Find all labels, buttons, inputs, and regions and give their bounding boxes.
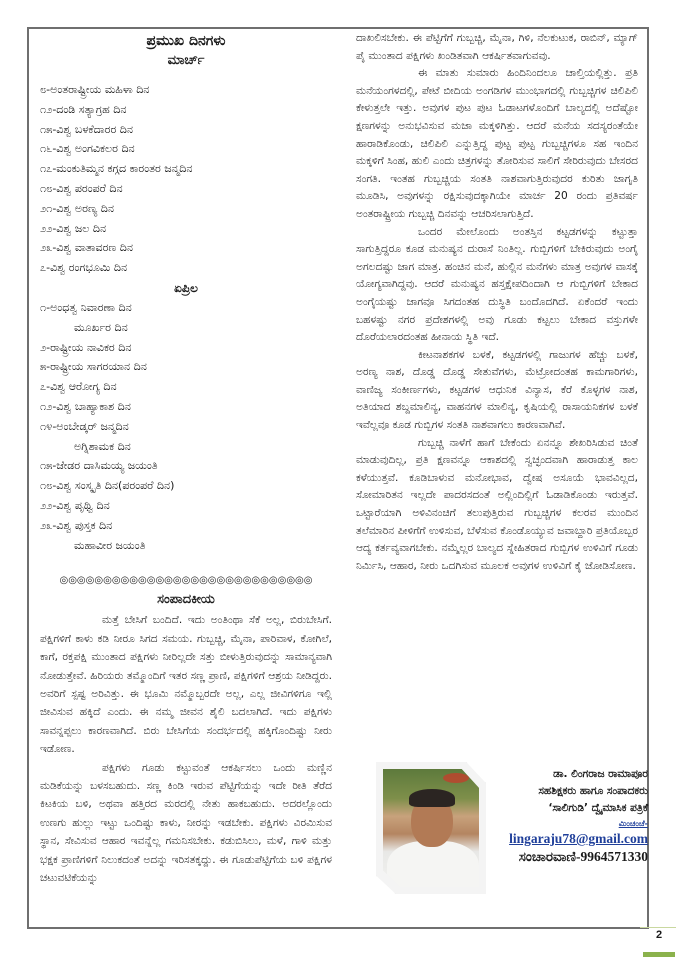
author-name: ಡಾ. ಲಿಂಗರಾಜ ರಾಮಾಪೂರ bbox=[553, 768, 648, 780]
editorial-paragraph: ಮತ್ತೆ ಬೇಸಿಗೆ ಬಂದಿದೆ. ಇದು ಅಂತಿಂಥಾ ಸೆಕೆ ಅಲ್ಲ, ಬಿರುಬೇಸಿಗೆ. ಪಕ್ಷಿಗಳಿಗೆ ಕಾಳು ಕಡಿ ನೀರೂ ಸಿಗದ ಸಮಯ. ಗುಬ್ಬಚ್ಚಿ, ಮೈನಾ, ಪಾರಿವಾಳ, ಕೋಗಿಲೆ, ಕಾಗೆ, ರಕ್ತಪಕ್ಷಿ ಮುಂತಾದ ಪಕ್ಷಿಗಳು ನೀರಿಲ್ಲದೇ ಸತ್ತು ಬೀಳುತ್ತಿರುವುದನ್ನು ಸಾಮಾನ್ಯವಾಗಿ ನೋಡುತ್ತೇವೆ. ಹಿರಿಯರು ತಮ್ಮೊಂದಿಗೆ ಇತರ ಸಣ್ಣ ಪ್ರಾಣಿ, ಪಕ್ಷಿಗಳಿಗೆ ಆಶ್ರಯ ನೀಡಿದ್ದರು. ಅವರಿಗೆ ಸ್ಪಷ್ಟ ಅರಿವಿತ್ತು. ಈ ಭೂಮಿ ನಮ್ಮೊಬ್ಬರದೇ ಅಲ್ಲ, ಎಲ್ಲ ಜೀವಿಗಳಿಗೂ ಇಲ್ಲಿ ಜೀವಿಸುವ ಹಕ್ಕಿದೆ ಎಂದು. ಈ ನಮ್ಮ ಜೀವನ ಶೈಲಿ ಬದಲಾಗಿದೆ. ಇದು ಪಕ್ಷಿಗಳು ಸಾವನ್ನಪ್ಪಲು ಕಾರಣವಾಗಿದೆ. ಬಿರು ಬೇಸಿಗೆಯ ಸಂದರ್ಭದಲ್ಲಿ ಹಕ್ಕಿಗೊಂದಿಷ್ಟು ನೀರು ಇಡೋಣ. bbox=[40, 614, 332, 756]
phone-label: ಸಂಚಾರವಾಣಿ bbox=[518, 849, 576, 865]
important-day-item: ೨೩-ವಿಶ್ವ ಪುಸ್ತಕ ದಿನ bbox=[40, 518, 113, 532]
author-photo bbox=[383, 769, 479, 887]
important-day-item: ೧೨-ದಂಡಿ ಸತ್ಯಾಗ್ರಹ ದಿನ bbox=[40, 102, 127, 116]
photo-background-flowers bbox=[443, 773, 469, 783]
article-paragraph: ಕೀಟನಾಶಕಗಳ ಬಳಕೆ, ಕಟ್ಟಡಗಳಲ್ಲಿ ಗಾಜುಗಳ ಹೆಚ್ಚು ಬಳಕೆ, ಅರಣ್ಯ ನಾಶ, ದೊಡ್ಡ ದೊಡ್ಡ ಸೇತುವೆಗಳು, ಮೆಟ್ರೋದಂತಹ ಕಾಮಗಾರಿಗಳು, ವಾಣಿಜ್ಯ ಸಂಕೀರ್ಣಗಳು, ಕಟ್ಟಡಗಳ ಆಧುನಿಕ ವಿನ್ಯಾಸ, ಕೆರೆ ಕೊಳ್ಳಗಳ ನಾಶ, ಅತಿಯಾದ ಶಬ್ದಮಾಲಿನ್ಯ, ವಾಹನಗಳ ಮಾಲಿನ್ಯ, ಕೃಷಿಯಲ್ಲಿ ರಾಸಾಯನಿಕಗಳ ಬಳಕೆ ಇವೆಲ್ಲವೂ ಕೂಡ ಗುಬ್ಬಿಗಳ ಸಂತತಿ ನಾಶವಾಗಲು ಕಾರಣವಾಗಿವೆ. bbox=[356, 348, 638, 432]
important-days-title: ಪ್ರಮುಖ ದಿನಗಳು bbox=[146, 33, 226, 49]
important-day-item: ೭-ವಿಶ್ವ ರಂಗಭೂಮಿ ದಿನ bbox=[40, 261, 128, 275]
phone-number: -9964571330 bbox=[576, 849, 648, 864]
page-number-divider bbox=[640, 927, 676, 928]
important-day-item: ೭-ವಿಶ್ವ ಆರೋಗ್ಯ ದಿನ bbox=[40, 380, 117, 394]
author-details bbox=[498, 766, 648, 866]
important-day-item: ೧೮-ವಿಶ್ವ ಪರಂಪರೆ ದಿನ bbox=[40, 181, 123, 195]
email-label: ಮಿಂಚಂಚೆ- bbox=[618, 819, 648, 828]
page-number: 2 bbox=[655, 929, 663, 941]
important-day-item: ೧೮-ವಿಶ್ವ ಸಂಸ್ಕೃತಿ ದಿನ(ಪರಂಪರೆ ದಿನ) bbox=[40, 479, 175, 493]
march-days-list bbox=[40, 80, 332, 278]
photo-shirt bbox=[387, 841, 479, 887]
april-days-list bbox=[40, 298, 332, 555]
left-column bbox=[40, 30, 332, 887]
important-day-item: ಮಹಾವೀರ ಜಯಂತಿ bbox=[74, 538, 146, 552]
right-column bbox=[356, 30, 638, 575]
decorative-separator: ◎◎◎◎◎◎◎◎◎◎◎◎◎◎◎◎◎◎◎◎◎◎◎◎◎◎◎◎◎ bbox=[59, 575, 313, 587]
editorial-title: ಸಂಪಾದಕೀಯ bbox=[157, 592, 215, 608]
important-day-item: ೧೬-ವಿಶ್ವ ಅಂಗವಿಕಲರ ದಿನ bbox=[40, 142, 135, 156]
important-day-item: ಮೂರ್ಖರ ದಿನ bbox=[74, 320, 128, 334]
important-day-item: ೨-ರಾಷ್ಟ್ರೀಯ ನಾವಿಕರ ದಿನ bbox=[40, 340, 132, 354]
page-number-accent-bar bbox=[643, 952, 675, 957]
important-day-item: ಅಗ್ನಿಶಾಮಕ ದಿನ bbox=[74, 439, 131, 453]
important-day-item: ೧೭-ಮಂಕುತಿಮ್ಮನ ಕಗ್ಗದ ಕಾರಂತರ ಜನ್ಮದಿನ bbox=[40, 162, 193, 176]
photo-hair bbox=[409, 789, 455, 807]
author-signature-block bbox=[376, 762, 646, 892]
important-day-item: ೨೨-ವಿಶ್ವ ಪೃಥ್ವಿ ದಿನ bbox=[40, 498, 110, 512]
important-day-item: ೧೨-ವಿಶ್ವ ಬಾಹ್ಯಾಕಾಶ ದಿನ bbox=[40, 399, 131, 413]
important-day-item: ೨೧-ವಿಶ್ವ ಅರಣ್ಯ ದಿನ bbox=[40, 201, 114, 215]
month-heading-march: ಮಾರ್ಚ್ bbox=[167, 53, 205, 68]
important-day-item: ೮-ಅಂತರಾಷ್ಟ್ರೀಯ ಮಹಿಳಾ ದಿನ bbox=[40, 83, 150, 96]
important-day-item: ೧೫-ಜೇಡರ ದಾಸಿಮಯ್ಯ ಜಯಂತಿ bbox=[40, 459, 158, 473]
email-link[interactable]: lingaraju78@gmail.com bbox=[509, 831, 648, 846]
month-heading-april: ಏಪ್ರಿಲ bbox=[174, 280, 198, 295]
phone-line bbox=[498, 848, 648, 866]
important-day-item: ೨೩-ವಿಶ್ವ ವಾತಾವರಣ ದಿನ bbox=[40, 241, 133, 255]
publication-name: ‘ಸಾಲಿಗುಡಿ’ ದ್ವೈಮಾಸಿಕ ಪತ್ರಿಕೆ bbox=[548, 802, 648, 814]
important-day-item: ೧-ಅಂಧತ್ವ ನಿವಾರಣಾ ದಿನ bbox=[40, 300, 132, 314]
article-paragraph: ಗುಬ್ಬಚ್ಚಿ ನಾಳೆಗೆ ಹಾಗೆ ಬೇಕೆಂದು ಏನನ್ನೂ ಶೇಖರಿಸಿಡುವ ಚಿಂತೆ ಮಾಡುವುದಿಲ್ಲ, ಪ್ರತಿ ಕ್ಷಣವನ್ನೂ ಆಕಾಶದಲ್ಲಿ ಸ್ವಚ್ಛಂದವಾಗಿ ಹಾರಾಡುತ್ತ ಕಾಲ ಕಳೆಯುತ್ತವೆ. ಕೂಡಿಬಾಳುವ ಮನೋಭಾವ, ದ್ವೇಷ ಅಸೂಯೆ ಭಾವವಿಲ್ಲದ, ಸೋಮಾರಿತನ ಇಲ್ಲದೇ ಪಾದರಸದಂತೆ ಅಲ್ಲಿಂದಿಲ್ಲಿಗೆ ಓಡಾಡಿಕೊಂಡು ಇರುತ್ತವೆ. ಒಟ್ಟಾರೆಯಾಗಿ ಅಳಿವಿನಂಚಿಗೆ ತಲುಪುತ್ತಿರುವ ಗುಬ್ಬಚ್ಚಿಗಳ ಕಲರವ ಮುಂದಿನ ತಲೆಮಾರಿನ ಪೀಳಿಗೆಗೆ ಉಳಿಸುವ, ಬೆಳೆಸುವ ಕೊಂಡೊಯ್ಯುವ ಜವಾಬ್ದಾರಿ ಪ್ರತಿಯೊಬ್ಬರ ಆದ್ಯ ಕರ್ತವ್ಯವಾಗಬೇಕು. ನಮ್ಮೆಲ್ಲರ ಬಾಲ್ಯದ ಸ್ನೇಹಿತರಾದ ಗುಬ್ಬಿಗಳ ಉಳಿವಿಗೆ ಗೂಡು ನಿರ್ಮಿಸಿ, ಆಹಾರ, ನೀರು ಒದಗಿಸುವ ಮೂಲಕ ಅವುಗಳ ಉಳಿವಿಗೆ ಕೈ ಜೋಡಿಸೋಣ. bbox=[356, 436, 638, 572]
editorial-paragraph: ಪಕ್ಷಿಗಳು ಗೂಡು ಕಟ್ಟುವಂತೆ ಆಕರ್ಷಿಸಲು ಒಂದು ಮಣ್ಣಿನ ಮಡಿಕೆಯನ್ನು ಬಳಸಬಹುದು. ಸಣ್ಣ ಕಿಂಡಿ ಇರುವ ಪೆಟ್ಟಿಗೆಯನ್ನು ಇದೇ ರೀತಿ ತೆರೆದ ಕಿಟಕಿಯ ಬಳಿ, ಅಥವಾ ಹತ್ತಿರದ ಮರದಲ್ಲಿ ನೇತು ಹಾಕಬಹುದು. ಅದರಲ್ಲೊಂದು ಉಣಗು ಹುಲ್ಲು ಇಟ್ಟು ಒಂದಿಷ್ಟು ಕಾಳು, ನೀರನ್ನು ಇಡಬೇಕು. ಪಕ್ಷಿಗಳು ವಿರಮಿಸುವ ಸ್ಥಾನ, ಸೇವಿಸುವ ಆಹಾರ ಇವನ್ನೆಲ್ಲ ಗಮನಿಸಬೇಕು. ಕಡುಬಿಸಿಲು, ಮಳೆ, ಗಾಳಿ ಮತ್ತು ಭಕ್ಷಕ ಪ್ರಾಣಿಗಳಿಗೆ ನಿಲುಕದಂತೆ ಅದನ್ನು ಇರಿಸತಕ್ಕದ್ದು. ಈ ಗೂಡುಪೆಟ್ಟಿಗೆಯ ಬಳಿ ಪಕ್ಷಿಗಳ ಚಟುವಟಿಕೆಯನ್ನು bbox=[40, 761, 332, 885]
important-day-item: ೫-ರಾಷ್ಟ್ರೀಯ ಸಾಗರಯಾನ ದಿನ bbox=[40, 360, 147, 374]
article-paragraph: ದಾಖಲಿಸಬೇಕು. ಈ ಪೆಟ್ಟಿಗೆಗೆ ಗುಬ್ಬಚ್ಚಿ, ಮೈನಾ, ಗಿಳಿ, ನೆಲಕುಟುಕ, ರಾಬಿನ್, ಮ್ಯಾಗ್ ಪೈ ಮುಂತಾದ ಪಕ್ಷಿಗಳು ಖಂಡಿತವಾಗಿ ಆಕರ್ಷಿತವಾಗುವವು. bbox=[356, 32, 638, 62]
important-day-item: ೧೫-ವಿಶ್ವ ಬಳಕೆದಾರರ ದಿನ bbox=[40, 122, 134, 136]
author-role: ಸಹಶಿಕ್ಷಕರು ಹಾಗೂ ಸಂಪಾದಕರು bbox=[538, 785, 648, 797]
article-paragraph: ಒಂದರ ಮೇಲೊಂದು ಅಂತಸ್ತಿನ ಕಟ್ಟಡಗಳನ್ನು ಕಟ್ಟುತ್ತಾ ಸಾಗುತ್ತಿದ್ದರೂ ಕೂಡ ಮನುಷ್ಯನ ದುರಾಸೆ ನಿಂತಿಲ್ಲ. ಗುಬ್ಬಿಗಳಿಗೆ ಬೇಕಿರುವುದು ಅಂಗೈ ಅಗಲದಷ್ಟು ಜಾಗ ಮಾತ್ರ. ಹಂಚಿನ ಮನೆ, ಹುಲ್ಲಿನ ಮನೆಗಳು ಮಾತ್ರ ಅವುಗಳ ವಾಸಕ್ಕೆ ಯೋಗ್ಯವಾಗಿದ್ದವು. ಆದರೆ ಮನುಷ್ಯನ ಹಸ್ತಕ್ಷೇಪದಿಂದಾಗಿ ಆ ಗುಬ್ಬಿಗಳಿಗೆ ಬೇಕಾದ ಅಂಗೈಯಷ್ಟು ಜಾಗವೂ ಸಿಗದಂತಹ ದುಸ್ಥಿತಿ ಬಂದೊದಗಿದೆ. ಏಕೆಂದರೆ ಇಂದು ಬಹಳಷ್ಟು ನಗರ ಪ್ರದೇಶಗಳಲ್ಲಿ ಅವು ಗೂಡು ಕಟ್ಟಲು ಬೇಕಾದ ವಸ್ತುಗಳೇ ದೊರೆಯಲಾರದಂತಹ ಹೀನಾಯ ಸ್ಥಿತಿ ಇದೆ. bbox=[356, 225, 638, 344]
important-day-item: ೨೨-ವಿಶ್ವ ಜಲ ದಿನ bbox=[40, 221, 107, 235]
important-day-item: ೧೪-ಅಂಬೇಡ್ಕರ್ ಜನ್ಮದಿನ bbox=[40, 419, 129, 433]
article-paragraph: ಈ ಮಾತು ಸುಮಾರು ಹಿಂದಿನಿಂದಲೂ ಚಾಲ್ತಿಯಲ್ಲಿತ್ತು. ಪ್ರತಿ ಮನೆಯಂಗಳದಲ್ಲಿ, ಪೇಟೆ ಬೀದಿಯ ಅಂಗಡಿಗಳ ಮುಂಭಾಗದಲ್ಲಿ ಗುಬ್ಬಚ್ಚಿಗಳ ಚಿಲಿಪಿಲಿ ಕೇಳುತ್ತಲೇ ಇತ್ತು. ಅವುಗಳ ಪುಟ ಪುಟ ಓಡಾಟಗಳೊಂದಿಗೆ ಬಾಲ್ಯದಲ್ಲಿ ಅದೆಷ್ಟೋ ಕ್ಷಣಗಳನ್ನು ಅನುಭವಿಸುವ ಮಜಾ ಮಕ್ಕಳಿಗಿತ್ತು. ಆದರೆ ಮನೆಯ ಸದಸ್ಯರಂತೆಯೇ ಹಾರಾಡಿಕೊಂಡು, ಚಿಲಿಪಿಲಿ ಎನ್ನುತ್ತಿದ್ದ ಪುಟ್ಟ ಪುಟ್ಟ ಗುಬ್ಬಚ್ಚಿಗಳೂ ಸಹ ಇಂದಿನ ಮಕ್ಕಳಿಗೆ ಸಿಂಹ, ಹುಲಿ ಎಂದು ಚಿತ್ರಗಳನ್ನು ತೋರಿಸುವ ಸಾಲಿಗೆ ಸೇರಿರುವುದು ಬೇಸರದ ಸಂಗತಿ. ಇಂತಹ ಗುಬ್ಬಚ್ಚಿಯ ಸಂತತಿ ನಾಶವಾಗುತ್ತಿರುವುದರ ಕುರಿತು ಜಾಗೃತಿ ಮೂಡಿಸಿ, ಅವುಗಳನ್ನು ರಕ್ಷಿಸುವುದಕ್ಕಾಗಿಯೇ ಮಾರ್ಚ 20 ರಂದು ಪ್ರತಿವರ್ಷ ಅಂತರಾಷ್ಟ್ರೀಯ ಗುಬ್ಬಚ್ಚಿ ದಿನವನ್ನು ಆಚರಿಸಲಾಗುತ್ತಿದೆ. bbox=[356, 67, 638, 220]
author-photo-frame bbox=[376, 762, 486, 894]
